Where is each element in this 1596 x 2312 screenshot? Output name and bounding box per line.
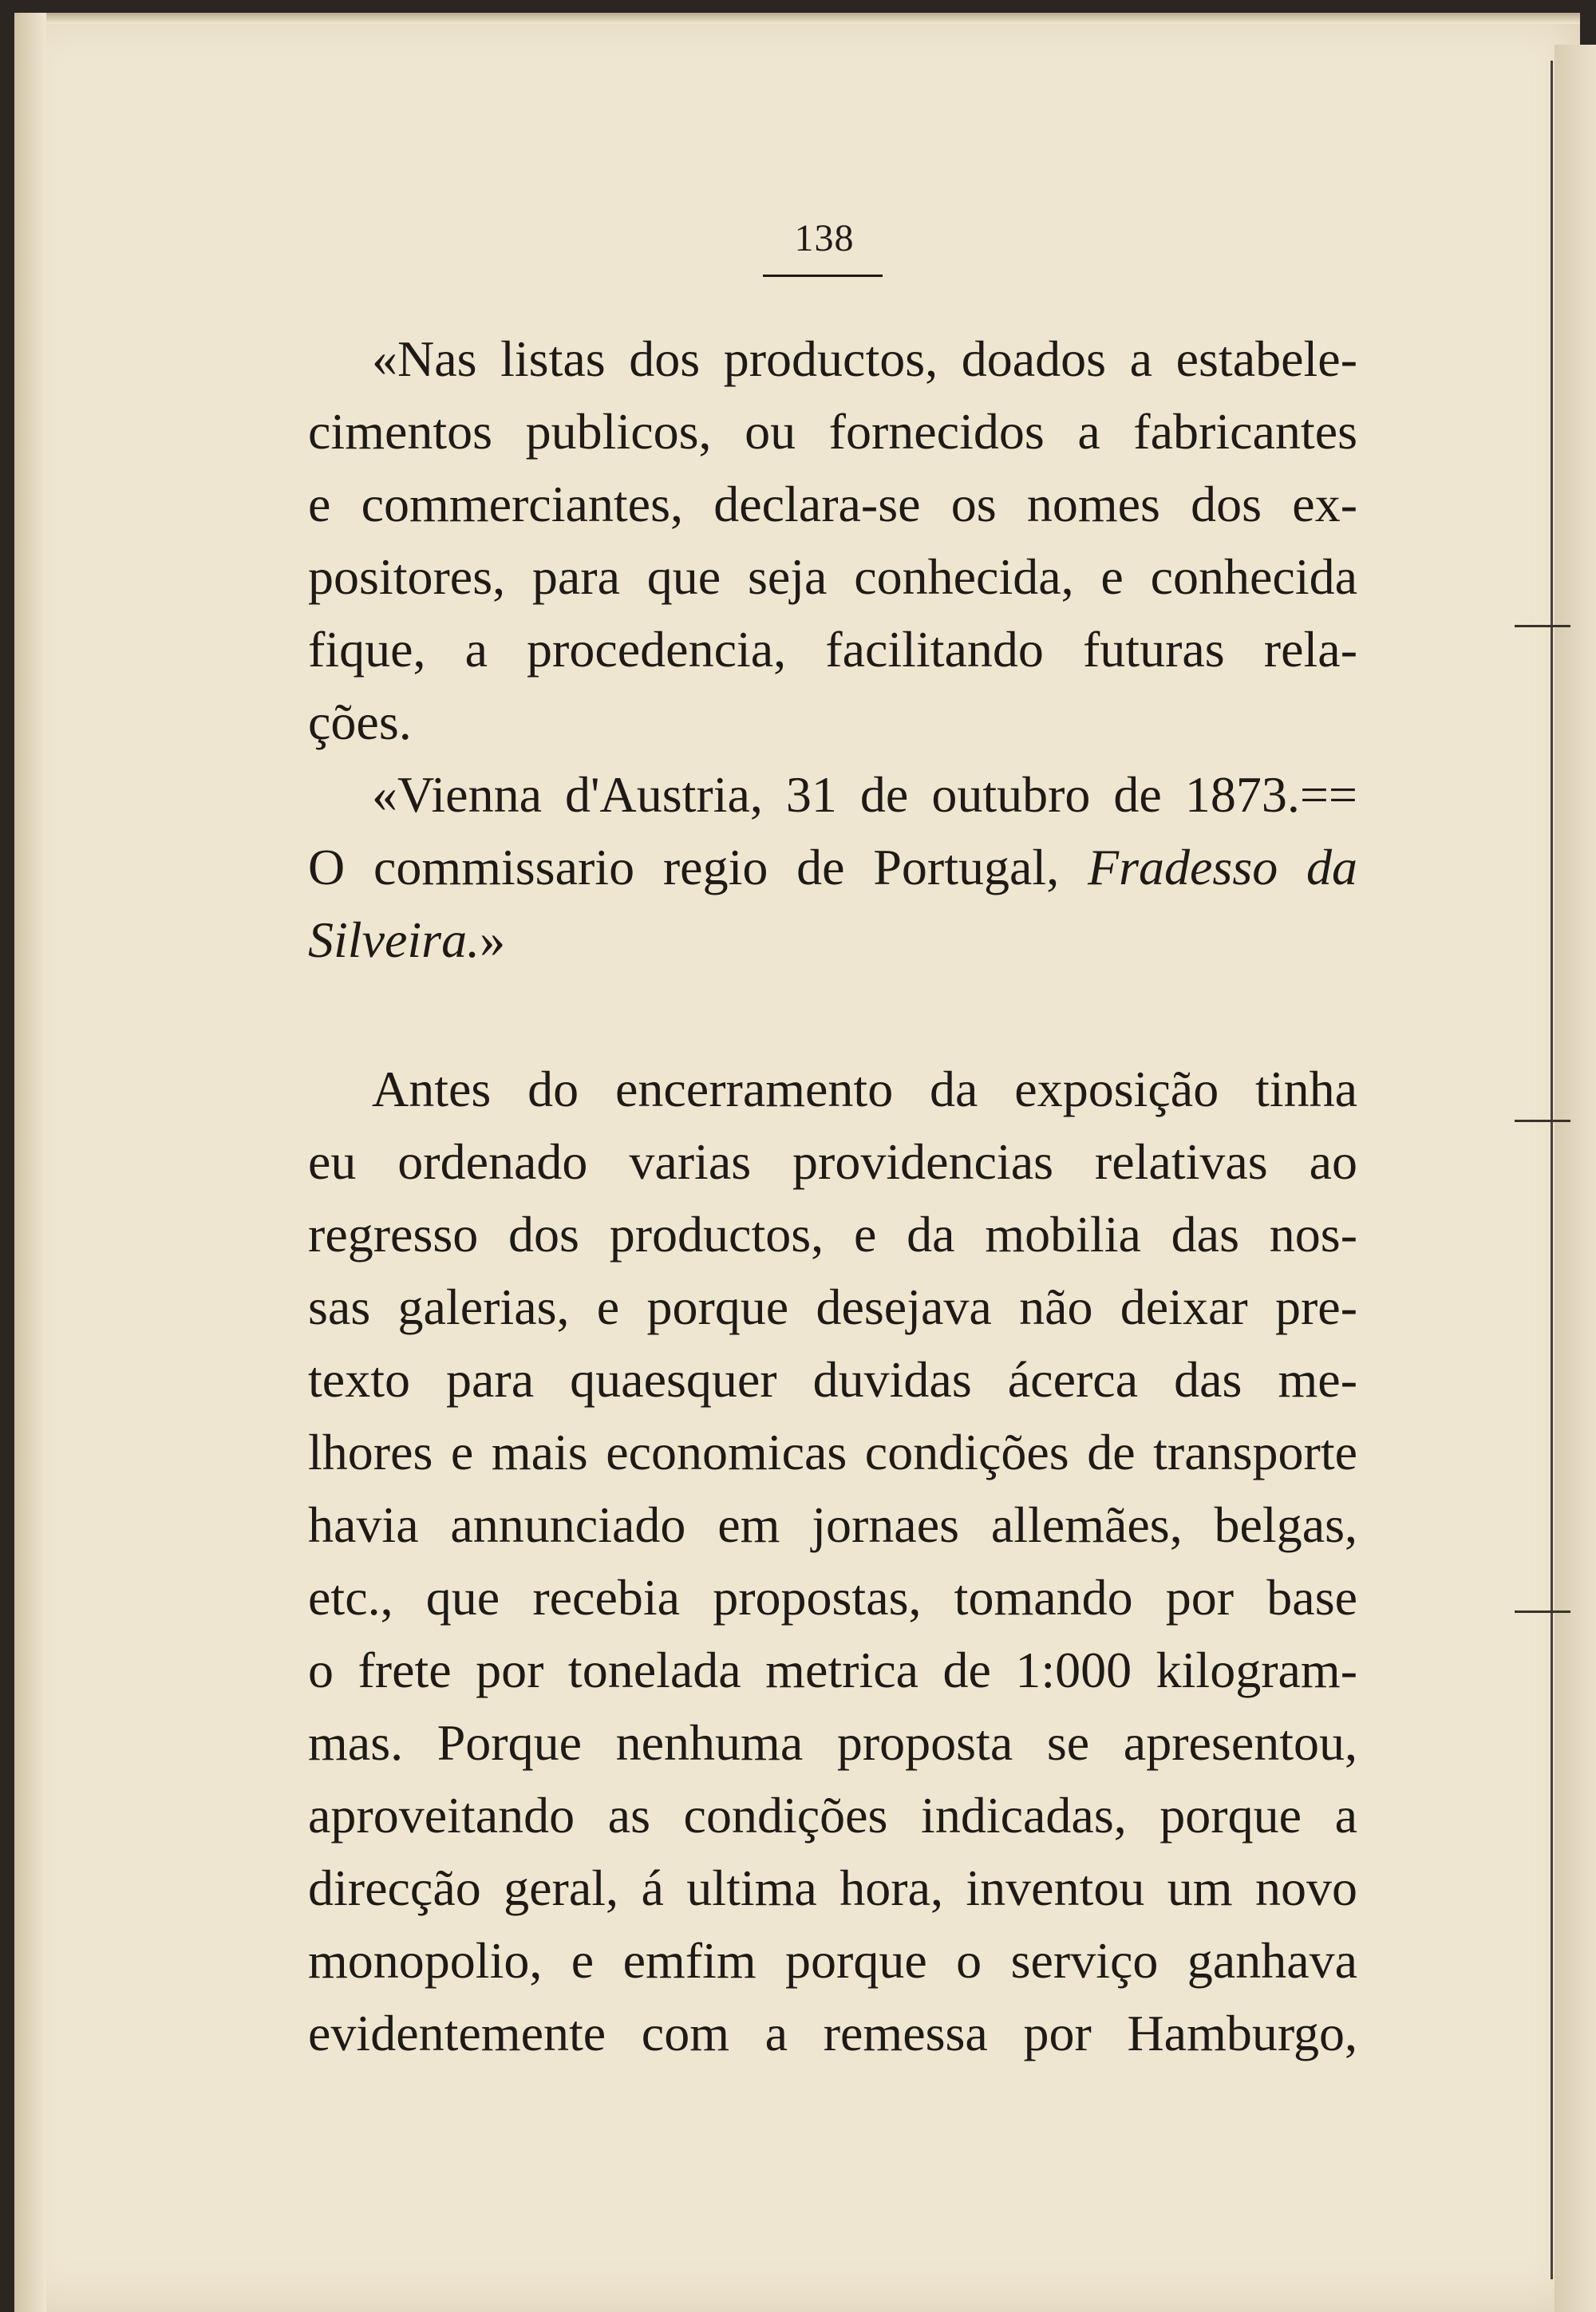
paragraph-line: evidentemente com a remessa por Hamburgo,	[308, 2005, 1357, 2061]
paragraph-line: mas. Porque nenhuma proposta se apresentou,	[308, 1714, 1357, 1771]
next-page-edge	[1555, 45, 1596, 2312]
quote-line: ções.	[308, 694, 412, 750]
margin-tick-1	[1515, 625, 1570, 627]
signoff-name-end: Silveira.	[308, 911, 480, 968]
paragraph-line: sas galerias, e porque desejava não deixar pre-	[308, 1279, 1357, 1335]
paragraph-line: o frete por tonelada metrica de 1:000 kilogram-	[308, 1642, 1357, 1698]
signoff-name: Fradesso da	[1088, 839, 1358, 895]
binding-line	[1551, 61, 1553, 2279]
quote-close-mark: »	[480, 911, 506, 968]
paragraph-line: eu ordenado varias providencias relativas ao	[308, 1133, 1357, 1190]
paragraph-line: direcção geral, á ultima hora, inventou um novo	[308, 1859, 1357, 1916]
paragraph-line: lhores e mais economicas condições de transporte	[308, 1424, 1357, 1480]
signoff-title: O commissario regio de Portugal,	[308, 839, 1088, 895]
quote-line: e commerciantes, declara-se os nomes dos ex-	[308, 476, 1357, 532]
paragraph-line: Antes do encerramento da exposição tinha	[372, 1061, 1357, 1117]
paragraph-line: havia annunciado em jornaes allemães, belgas,	[308, 1496, 1357, 1553]
page-number-rule	[763, 275, 883, 277]
quote-line: «Nas listas dos productos, doados a estabele-	[372, 330, 1357, 387]
signoff-signatory	[308, 831, 1357, 903]
quote-line: fique, a procedencia, facilitando futuras rela-	[308, 621, 1357, 678]
paragraph-line: aproveitando as condições indicadas, porque a	[308, 1787, 1357, 1844]
book-page	[14, 13, 1580, 2312]
quote-line: cimentos publicos, ou fornecidos a fabricantes	[308, 403, 1357, 460]
page-left-edge	[14, 13, 46, 2312]
signoff-name-cont	[308, 903, 1357, 976]
margin-tick-3	[1515, 1610, 1570, 1613]
page-number: 138	[794, 217, 855, 259]
body-text	[308, 322, 1357, 2069]
margin-tick-2	[1515, 1120, 1570, 1122]
quote-line: positores, para que seja conhecida, e conhecida	[308, 548, 1357, 605]
paragraph-line: etc., que recebia propostas, tomando por base	[308, 1569, 1357, 1626]
paragraph-line: texto para quaesquer duvidas ácerca das me-	[308, 1351, 1357, 1408]
paragraph-line: monopolio, e emfim porque o serviço ganhava	[308, 1932, 1357, 1989]
paragraph-line: regresso dos productos, e da mobilia das nos-	[308, 1206, 1357, 1263]
signoff-date: «Vienna d'Austria, 31 de outubro de 1873.==	[372, 766, 1357, 823]
page-top-edge	[14, 13, 1580, 24]
paragraph-gap	[308, 976, 1357, 1053]
